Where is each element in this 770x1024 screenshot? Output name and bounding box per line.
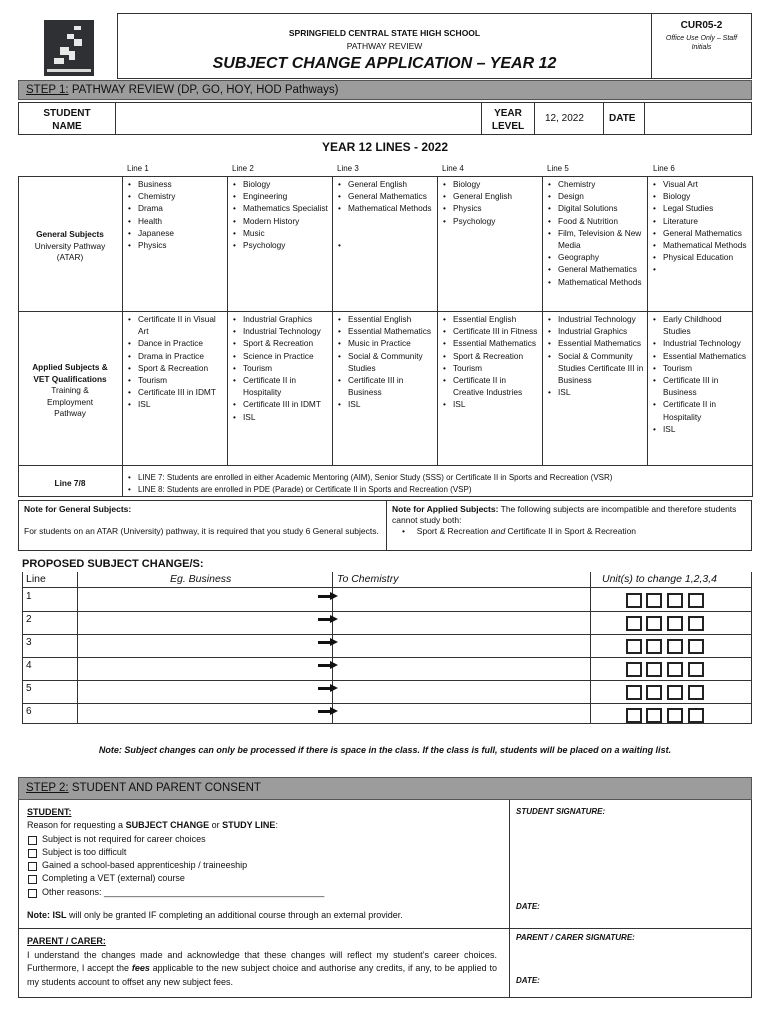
unit1-checkbox[interactable] [626, 685, 642, 700]
list-item: • Digital Solutions [546, 202, 644, 214]
list-item: • Design [546, 190, 644, 202]
form-header [117, 13, 651, 79]
list-item: • Certificate II in Creative Industries [441, 374, 539, 398]
general-note-box [18, 500, 387, 551]
office-use-label: Office Use Only – Staff Initials [665, 35, 738, 51]
list-item: • Certificate III in Business [651, 374, 751, 398]
list-item: • Essential English [441, 313, 539, 325]
line-header: Line 2 [232, 164, 254, 173]
list-item: • Sport & Recreation [231, 337, 329, 349]
table-rule [122, 176, 123, 497]
list-item: • LINE 7: Students are enrolled in either Academic Mentoring (AIM), Senior Study (SSS) or Certificate II in Sports and Recreation (VSR) [126, 472, 750, 484]
unit3-checkbox[interactable] [667, 685, 683, 700]
col-units-header: Unit(s) to change 1,2,3,4 [602, 573, 717, 585]
general-line6-list [651, 178, 751, 263]
list-item: • Tourism [441, 362, 539, 374]
list-item: • Tourism [231, 362, 329, 374]
parent-signature-field[interactable] [510, 946, 751, 972]
student-name-label: STUDENT NAME [18, 102, 116, 135]
reason-checkbox[interactable]: Subject is not required for career choices [27, 833, 505, 846]
list-item: • Business [126, 178, 224, 190]
unit1-checkbox[interactable] [626, 593, 642, 608]
unit2-checkbox[interactable] [646, 685, 662, 700]
form-title: SUBJECT CHANGE APPLICATION – YEAR 12 [212, 55, 557, 72]
parent-title: PARENT / CARER: [27, 936, 106, 946]
col-line-header: Line [26, 573, 46, 585]
general-line1-list [126, 178, 224, 251]
list-item: • Drama in Practice [126, 350, 224, 362]
year-level-field[interactable]: 12, 2022 [534, 102, 604, 135]
applied-note-title: Note for Applied Subjects: [392, 504, 499, 514]
unit2-checkbox[interactable] [646, 593, 662, 608]
list-item: • Certificate III in IDMT [126, 386, 224, 398]
list-item: • Industrial Technology [231, 325, 329, 337]
unit3-checkbox[interactable] [667, 616, 683, 631]
unit2-checkbox[interactable] [646, 616, 662, 631]
student-reasons [27, 806, 505, 922]
list-item: • Mathematical Methods [546, 276, 644, 288]
row-number: 5 [26, 683, 32, 694]
general-line3-list [336, 178, 434, 239]
unit3-checkbox[interactable] [667, 639, 683, 654]
waiting-list-note: Note: Subject changes can only be processed if there is space in the class. If the class is full, students will be placed on a waiting list. [98, 745, 672, 755]
list-item: • Certificate II in Visual Art [126, 313, 224, 337]
isl-note: Note: ISL will only be granted IF completing an additional course through an external provider. [27, 910, 403, 921]
unit3-checkbox[interactable] [667, 662, 683, 677]
col-from-header: Eg. Business [170, 573, 232, 585]
unit1-checkbox[interactable] [626, 662, 642, 677]
proposed-header-row [22, 572, 752, 588]
list-item: • Japanese [126, 227, 224, 239]
table-rule [542, 176, 543, 466]
list-item: • Biology [441, 178, 539, 190]
list-item: • General English [441, 190, 539, 202]
unit4-checkbox[interactable] [688, 662, 704, 677]
student-info-row [18, 102, 752, 135]
student-signature-label: STUDENT SIGNATURE: [516, 807, 606, 816]
parent-consent-text: I understand the changes made and acknowledge that these changes will reflect my student’s career choices. Furthermore, I accept the fees applicable to the new subject choice and authorise any credits, if any, to be applied to my students account to offset any new subject fees. [27, 949, 497, 987]
general-line4-list [441, 178, 539, 227]
table-rule [647, 176, 648, 466]
list-item: • Certificate III in Business [336, 374, 434, 398]
general-line2-list [231, 178, 329, 251]
arrow-right-icon [318, 615, 338, 623]
row-number: 4 [26, 660, 32, 671]
line-header: Line 5 [547, 164, 569, 173]
list-item: • Chemistry [126, 190, 224, 202]
unit4-checkbox[interactable] [688, 639, 704, 654]
unit2-checkbox[interactable] [646, 662, 662, 677]
list-item: • Certificate III in Fitness [441, 325, 539, 337]
list-item: • Essential Mathematics [546, 337, 644, 349]
table-rule [18, 176, 19, 497]
arrow-right-icon [318, 592, 338, 600]
unit4-checkbox[interactable] [688, 708, 704, 723]
step1-bar [18, 80, 752, 100]
proposed-row[interactable] [22, 635, 752, 658]
list-item: • Physics [126, 239, 224, 251]
arrow-right-icon [318, 684, 338, 692]
list-item: • Film, Television & New Media [546, 227, 644, 251]
student-signature-field[interactable] [510, 820, 751, 898]
proposed-title: PROPOSED SUBJECT CHANGE/S: [22, 558, 204, 570]
date-label: DATE [603, 102, 645, 135]
list-item: • ISL [231, 411, 329, 423]
list-item: • Chemistry [546, 178, 644, 190]
list-item: • General Mathematics [336, 190, 434, 202]
list-item: • Music in Practice [336, 337, 434, 349]
table-rule [18, 465, 752, 466]
list-item: • General English [336, 178, 434, 190]
parent-consent [27, 935, 497, 989]
step2-bar [18, 777, 752, 800]
unit1-checkbox[interactable] [626, 639, 642, 654]
step2-label: STEP 2: [26, 782, 69, 794]
list-item: • Essential Mathematics [651, 350, 751, 362]
list-item: • Industrial Technology [546, 313, 644, 325]
list-item: • Essential Mathematics [336, 325, 434, 337]
list-item: • Visual Art [651, 178, 751, 190]
line78-list [126, 472, 750, 496]
list-item: • LINE 8: Students are enrolled in PDE (Parade) or Certificate II in Sports and Recreation (VSP) [126, 484, 750, 496]
table-rule [18, 176, 752, 177]
list-item: • Essential Mathematics [441, 337, 539, 349]
table-rule [752, 176, 753, 497]
reason-checkbox[interactable]: Gained a school-based apprenticeship / traineeship [27, 859, 505, 872]
row-number: 1 [26, 591, 32, 602]
list-item: • General Mathematics [546, 263, 644, 275]
step1-text: PATHWAY REVIEW (DP, GO, HOY, HOD Pathways) [68, 84, 339, 96]
parent-date-label: DATE: [516, 976, 540, 985]
line-header: Line 4 [442, 164, 464, 173]
reason-checkbox[interactable]: Other reasons: ____________________________________________ [27, 886, 505, 899]
list-item: • Food & Nutrition [546, 215, 644, 227]
list-item: • Engineering [231, 190, 329, 202]
office-use-box[interactable] [651, 13, 752, 79]
reason-checkbox[interactable]: Subject is too difficult [27, 846, 505, 859]
list-item: • Psychology [231, 239, 329, 251]
proposed-row[interactable] [22, 704, 752, 724]
applied-line4-list [441, 313, 539, 411]
applied-subjects-label: Applied Subjects & VET Qualifications Training & Employment Pathway [32, 362, 108, 418]
unit1-checkbox[interactable] [626, 708, 642, 723]
list-item: • Essential English [336, 313, 434, 325]
list-item: • ISL [651, 423, 751, 435]
col-to-header: To Chemistry [337, 573, 399, 585]
line-header: Line 1 [127, 164, 149, 173]
list-item: • Health [126, 215, 224, 227]
list-item: • Dance in Practice [126, 337, 224, 349]
list-item: • Drama [126, 202, 224, 214]
lines-title: YEAR 12 LINES - 2022 [321, 140, 449, 154]
line78-label: Line 7/8 [54, 478, 86, 488]
step2-text: STUDENT AND PARENT CONSENT [68, 782, 261, 794]
list-item: • Sport & Recreation [126, 362, 224, 374]
arrow-right-icon [318, 661, 338, 669]
unit2-checkbox[interactable] [646, 708, 662, 723]
reason-checkbox[interactable]: Completing a VET (external) course [27, 872, 505, 885]
student-date-label: DATE: [516, 902, 540, 911]
list-item: • Mathematics Specialist [231, 202, 329, 214]
date-field[interactable] [644, 102, 752, 135]
general-subjects-label: General Subjects University Pathway (ATAR) [34, 229, 106, 262]
pathway-review-subtitle: PATHWAY REVIEW [346, 41, 423, 51]
unit4-checkbox[interactable] [688, 685, 704, 700]
list-item: • Tourism [126, 374, 224, 386]
unit3-checkbox[interactable] [667, 708, 683, 723]
applied-note-item: • Sport & Recreation and Certificate II in Sport & Recreation [402, 526, 637, 536]
list-item: • Mathematical Methods [336, 202, 434, 214]
list-item: • ISL [126, 398, 224, 410]
applied-note-text: The following subjects are incompatible and therefore students cannot study both: [392, 504, 737, 525]
proposed-row[interactable] [22, 612, 752, 635]
applied-line2-list [231, 313, 329, 423]
unit1-checkbox[interactable] [626, 616, 642, 631]
applied-line3-list [336, 313, 434, 411]
list-item: • Mathematical Methods [651, 239, 751, 251]
list-item: • Psychology [441, 215, 539, 227]
list-item: • Tourism [651, 362, 751, 374]
row-number: 3 [26, 637, 32, 648]
general-note-text: For students on an ATAR (University) pathway, it is required that you study 6 General subjects. [24, 526, 379, 536]
list-item: • Industrial Graphics [546, 325, 644, 337]
list-item: • Social & Community Studies Certificate III in Business [546, 350, 644, 387]
school-logo [44, 20, 94, 76]
reason-intro: Reason for requesting a SUBJECT CHANGE or STUDY LINE: [27, 820, 278, 831]
list-item: • Certificate III in IDMT [231, 398, 329, 410]
list-item: • Industrial Technology [651, 337, 751, 349]
line-header: Line 6 [653, 164, 675, 173]
list-item: • Legal Studies [651, 202, 751, 214]
list-item: • Modern History [231, 215, 329, 227]
table-rule [18, 496, 752, 497]
table-rule [18, 928, 752, 929]
general-note-title: Note for General Subjects: [24, 504, 132, 514]
list-item: • Biology [651, 190, 751, 202]
applied-line5-list [546, 313, 644, 398]
table-rule [227, 176, 228, 466]
list-item: • Sport & Recreation [441, 350, 539, 362]
list-item: • ISL [441, 398, 539, 410]
year-level-label: YEAR LEVEL [481, 102, 535, 135]
unit3-checkbox[interactable] [667, 593, 683, 608]
list-item: • Certificate II in Hospitality [231, 374, 329, 398]
proposed-row[interactable] [22, 681, 752, 704]
student-name-field[interactable] [115, 102, 482, 135]
parent-signature-label: PARENT / CARER SIGNATURE: [516, 933, 635, 942]
applied-line6-list [651, 313, 751, 435]
list-item: • Physical Education [651, 251, 751, 263]
unit4-checkbox[interactable] [688, 616, 704, 631]
list-item: • Certificate II in Hospitality [651, 398, 751, 422]
row-number: 2 [26, 614, 32, 625]
list-item: • Music [231, 227, 329, 239]
step1-label: STEP 1: [26, 84, 69, 96]
arrow-right-icon [318, 707, 338, 715]
applied-line1-list [126, 313, 224, 411]
proposed-row[interactable] [22, 589, 752, 612]
table-rule [332, 176, 333, 466]
applied-note-box [386, 500, 752, 551]
proposed-row[interactable] [22, 658, 752, 681]
unit4-checkbox[interactable] [688, 593, 704, 608]
list-item: • ISL [546, 386, 644, 398]
list-item: • Physics [441, 202, 539, 214]
list-item: • Social & Community Studies [336, 350, 434, 374]
list-item: • Literature [651, 215, 751, 227]
form-code: CUR05-2 [680, 20, 723, 31]
list-item: • Biology [231, 178, 329, 190]
line-header: Line 3 [337, 164, 359, 173]
table-rule [18, 311, 752, 312]
list-item: • ISL [336, 398, 434, 410]
student-title: STUDENT: [27, 807, 72, 817]
list-item: • Industrial Graphics [231, 313, 329, 325]
arrow-right-icon [318, 638, 338, 646]
table-rule [437, 176, 438, 466]
row-number: 6 [26, 706, 32, 717]
list-item: • Science in Practice [231, 350, 329, 362]
list-item: • General Mathematics [651, 227, 751, 239]
school-name: SPRINGFIELD CENTRAL STATE HIGH SCHOOL [288, 28, 481, 38]
unit2-checkbox[interactable] [646, 639, 662, 654]
list-item: • Early Childhood Studies [651, 313, 751, 337]
general-line5-list [546, 178, 644, 288]
list-item: • Geography [546, 251, 644, 263]
